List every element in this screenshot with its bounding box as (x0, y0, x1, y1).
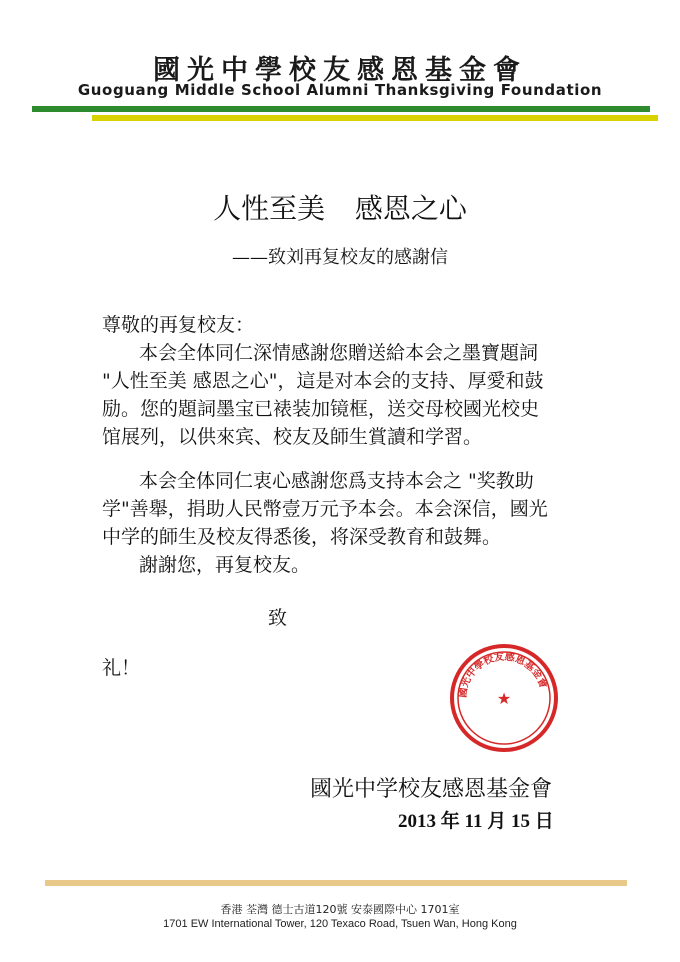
body-line: "人性至美 感恩之心"，這是对本会的支持、厚愛和鼓 (102, 370, 544, 392)
footer-bar (45, 880, 627, 886)
letterhead-name-en: Guoguang Middle School Alumni Thanksgiving Foundation (77, 81, 603, 99)
seal-star-icon: ★ (496, 689, 512, 708)
letter-title: 人性至美 感恩之心 (213, 192, 467, 225)
seal-text: 國光中學校友感恩基金會 (457, 651, 549, 699)
letterhead-name-cn: 國光中學校友感恩基金會 (153, 55, 527, 86)
body-line: 馆展列，以供來宾、校友及師生賞讀和学習。 (102, 426, 483, 448)
letter-subtitle: ——致刘再复校友的感謝信 (232, 247, 448, 268)
footer-address-en: 1701 EW International Tower, 120 Texaco Road, Tsuen Wan, Hong Kong (163, 918, 517, 930)
body-line: 本会全体同仁深情感謝您贈送給本会之墨寶題詞 (139, 342, 539, 364)
body-line: 中学的師生及校友得悉後，将深受教育和鼓舞。 (102, 526, 502, 548)
letterhead-green-bar (32, 106, 650, 112)
body-line: 本会全体同仁衷心感謝您爲支持本会之 "奖教助 (139, 470, 534, 492)
body-line: 学"善舉，捐助人民幣壹万元予本会。本会深信，國光 (102, 498, 548, 520)
letterhead-yellow-bar (92, 115, 658, 121)
body-line: 謝謝您，再复校友。 (139, 554, 311, 576)
closing-zhi: 致 (268, 607, 288, 629)
salutation: 尊敬的再复校友： (102, 314, 255, 336)
footer-address-cn: 香港 荃灣 德士古道120號 安泰國際中心 1701室 (220, 903, 460, 916)
closing-li: 礼！ (102, 657, 141, 679)
signature-date: 2013 年 11 月 15 日 (398, 811, 554, 832)
seal-stamp (444, 638, 564, 758)
signature-organization: 國光中学校友感恩基金會 (310, 777, 553, 802)
body-line: 励。您的題詞墨宝已裱装加镜框，送交母校國光校史 (102, 398, 540, 420)
